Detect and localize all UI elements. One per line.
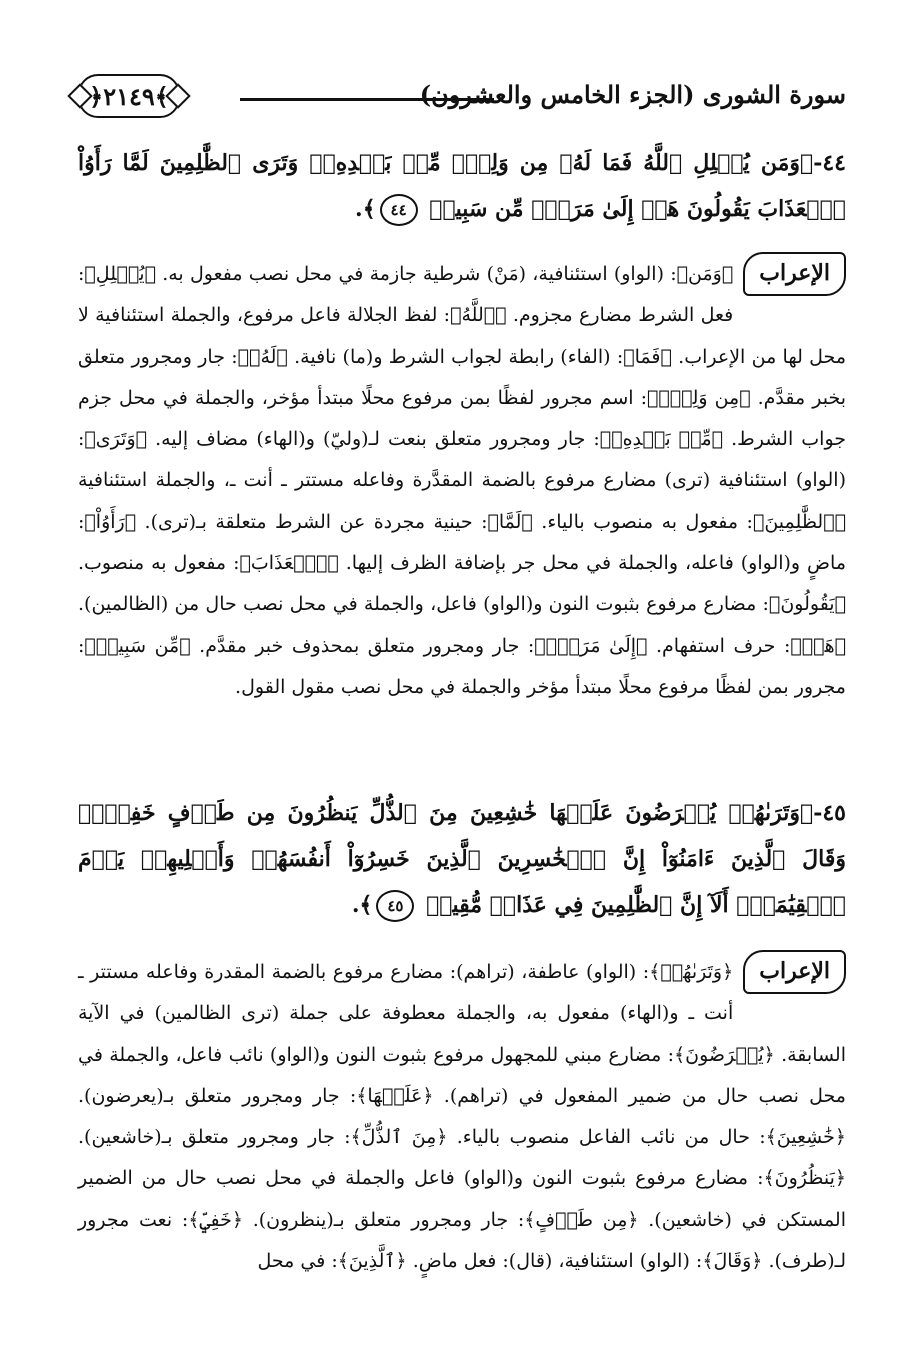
verse-44 — [78, 140, 846, 232]
page-header — [78, 74, 846, 126]
page-number: ﴿٢١٤٩﴾ — [78, 74, 180, 118]
verse-text: ﴿وَتَرَىٰهُمۡ يُعۡرَضُونَ عَلَيۡهَا خَٰشِعِينَ مِنَ ٱلذُّلِّ يَنظُرُونَ مِن طَرۡفٍ خَفِيّٖۗ وَقَالَ ٱلَّذِينَ ءَامَنُوٓاْ إِنَّ ٱلۡخَٰسِرِينَ ٱلَّذِينَ خَسِرُوٓاْ أَنفُسَهُمۡ وَأَهۡلِيهِمۡ يَوۡمَ ٱلۡقِيَٰمَةِۗ أَلَآ إِنَّ ٱلظَّٰلِمِينَ فِي عَذَابٖ مُّقِيمٖ — [78, 800, 846, 918]
irab-label: الإعراب — [743, 252, 846, 296]
verse-closing: ﴾. — [355, 196, 376, 222]
irab-section-44 — [78, 254, 846, 708]
ayah-end-marker: ٤٤ — [380, 194, 418, 226]
header-rule — [240, 98, 494, 101]
irab-text: ﴿وَتَرَىٰهُمۡ﴾: (الواو) عاطفة، (تراهم): مضارع مرفوع بالضمة المقدرة وفاعله مستتر ـ أنت ـ و(الهاء) مفعول به، والجملة معطوفة على جملة (ترى الظالمين) في الآية السابقة. ﴿يُعۡرَضُونَ﴾: مضارع مبني للمجهول مرفوع بثبوت النون و(الواو) نائب فاعل، والجملة في محل نصب حال من ضمير المفعول في (تراهم). ﴿عَلَيۡهَا﴾: جار ومجرور متعلق بـ(يعرضون). ﴿خَٰشِعِينَ﴾: حال من نائب الفاعل منصوب بالياء. ﴿مِنَ ٱلذُّلِّ﴾: جار ومجرور متعلق بـ(خاشعين). ﴿يَنظُرُونَ﴾: مضارع مرفوع بثبوت النون و(الواو) فاعل والجملة في محل نصب حال من الضمير المستكن في (خاشعين). ﴿مِن طَرۡفٍ﴾: جار ومجرور متعلق بـ(ينظرون). ﴿خَفِيّٖ﴾: نعت مجرور لـ(طرف). ﴿وَقَالَ﴾: (الواو) استئنافية، (قال): فعل ماضٍ. ﴿ٱلَّذِينَ﴾: في محل — [78, 961, 846, 1273]
verse-closing: ﴾. — [351, 892, 373, 918]
irab-section-45 — [78, 952, 846, 1282]
verse-45 — [78, 790, 846, 928]
ayah-end-marker: ٤٥ — [376, 890, 414, 922]
irab-text: ﴿وَمَن﴾: (الواو) استئنافية، (مَنْ) شرطية جازمة في محل نصب مفعول به. ﴿يُضۡلِلِ﴾: فعل الشرط مضارع مجزوم. ﴿ٱللَّهُ﴾: لفظ الجلالة فاعل مرفوع، والجملة استئنافية لا محل لها من الإعراب. ﴿فَمَا﴾: (الفاء) رابطة لجواب الشرط و(ما) نافية. ﴿لَهُۥ﴾: جار ومجرور متعلق بخبر مقدَّم. ﴿مِن وَلِيّٖ﴾: اسم مجرور لفظًا بمن مرفوع محلًا مبتدأ مؤخر، والجملة في محل جزم جواب الشرط. ﴿مِّنۢ بَعۡدِهِۦ﴾: جار ومجرور متعلق بنعت لـ(وليّ) و(الهاء) مضاف إليه. ﴿وَتَرَى﴾: (الواو) استئنافية (ترى) مضارع مرفوع بالضمة المقدَّرة وفاعله مستتر ـ أنت ـ، والجملة استئنافية ﴿ٱلظَّٰلِمِينَ﴾: مفعول به منصوب بالياء. ﴿لَمَّا﴾: حينية مجردة عن الشرط متعلقة بـ(ترى). ﴿رَأَوُاْ﴾: ماضٍ و(الواو) فاعله، والجملة في محل جر بإضافة الظرف إليها. ﴿ٱلۡعَذَابَ﴾: مفعول به منصوب. ﴿يَقُولُونَ﴾: مضارع مرفوع بثبوت النون و(الواو) فاعل، والجملة في محل نصب حال من (الظالمين). ﴿هَلۡ﴾: حرف استفهام. ﴿إِلَىٰ مَرَدّٖ﴾: جار ومجرور متعلق بمحذوف خبر مقدَّم. ﴿مِّن سَبِيلٖ﴾: مجرور بمن لفظًا مرفوع محلًا مبتدأ مؤخر والجملة في محل نصب مقول القول. — [78, 263, 847, 698]
verse-number: ٤٥- — [813, 800, 846, 826]
irab-label: الإعراب — [743, 950, 846, 994]
running-title: سورة الشورى (الجزء الخامس والعشرون) — [419, 80, 846, 109]
verse-text: ﴿وَمَن يُضۡلِلِ ٱللَّهُ فَمَا لَهُۥ مِن وَلِيّٖ مِّنۢ بَعۡدِهِۦۗ وَتَرَى ٱلظَّٰلِمِينَ لَمَّا رَأَوُاْ ٱلۡعَذَابَ يَقُولُونَ هَلۡ إِلَىٰ مَرَدّٖ مِّن سَبِيلٖ — [78, 150, 846, 222]
verse-number: ٤٤- — [813, 150, 846, 176]
